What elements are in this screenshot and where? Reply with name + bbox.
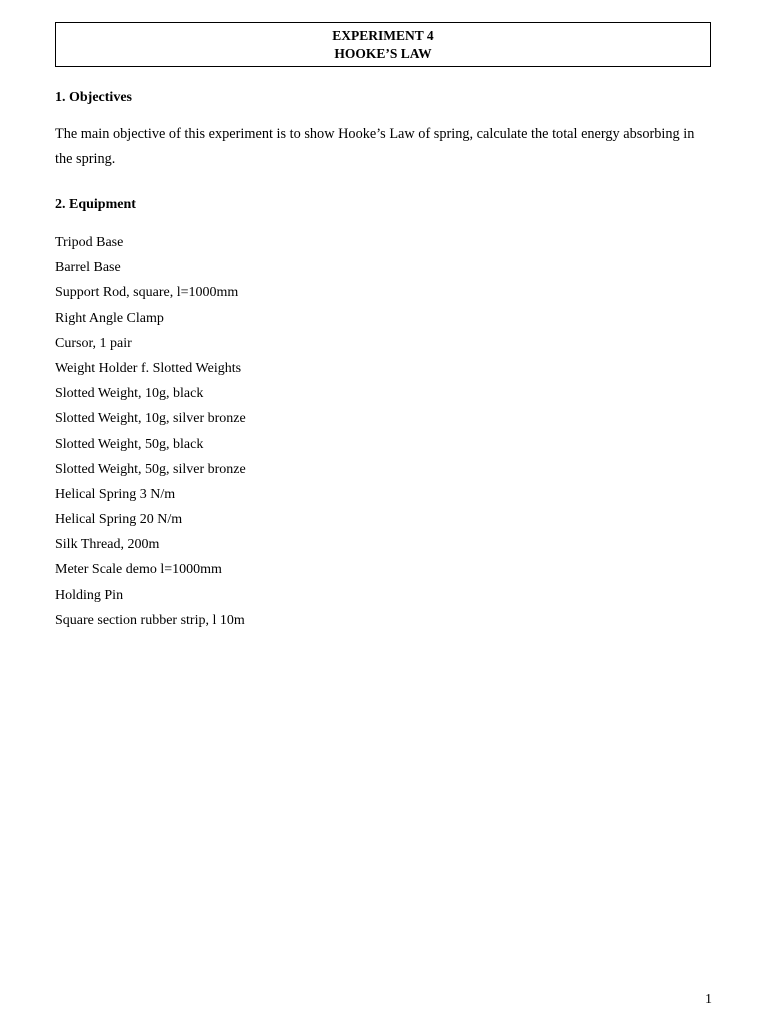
equipment-item: Slotted Weight, 50g, silver bronze: [55, 461, 246, 477]
equipment-item: Barrel Base: [55, 260, 121, 276]
equipment-item: Cursor, 1 pair: [55, 335, 132, 351]
objectives-text: The main objective of this experiment is to show Hooke’s Law of spring, calculate the total energy absorbing in the spring.: [55, 126, 695, 167]
page-number: 1: [705, 992, 712, 1007]
equipment-item: Square section rubber strip, l 10m: [55, 612, 245, 628]
equipment-item: Slotted Weight, 50g, black: [55, 436, 204, 452]
objectives-heading: 1. Objectives: [55, 90, 132, 105]
equipment-item: Slotted Weight, 10g, black: [55, 386, 204, 402]
equipment-heading: 2. Equipment: [55, 197, 136, 212]
equipment-item: Tripod Base: [55, 235, 124, 250]
equipment-list: [55, 234, 246, 637]
experiment-title-box: [55, 22, 711, 67]
equipment-item: Silk Thread, 200m: [55, 537, 160, 553]
equipment-item: Helical Spring 20 N/m: [55, 512, 183, 528]
equipment-item: Support Rod, square, l=1000mm: [55, 285, 239, 301]
experiment-title: HOOKE’S LAW: [334, 46, 432, 61]
experiment-number: EXPERIMENT 4: [332, 28, 434, 43]
equipment-item: Holding Pin: [55, 587, 124, 603]
equipment-item: Meter Scale demo l=1000mm: [55, 562, 222, 578]
equipment-item: Right Angle Clamp: [55, 310, 164, 326]
equipment-item: Helical Spring 3 N/m: [55, 486, 176, 502]
equipment-item: Weight Holder f. Slotted Weights: [55, 360, 242, 376]
equipment-item: Slotted Weight, 10g, silver bronze: [55, 411, 246, 427]
